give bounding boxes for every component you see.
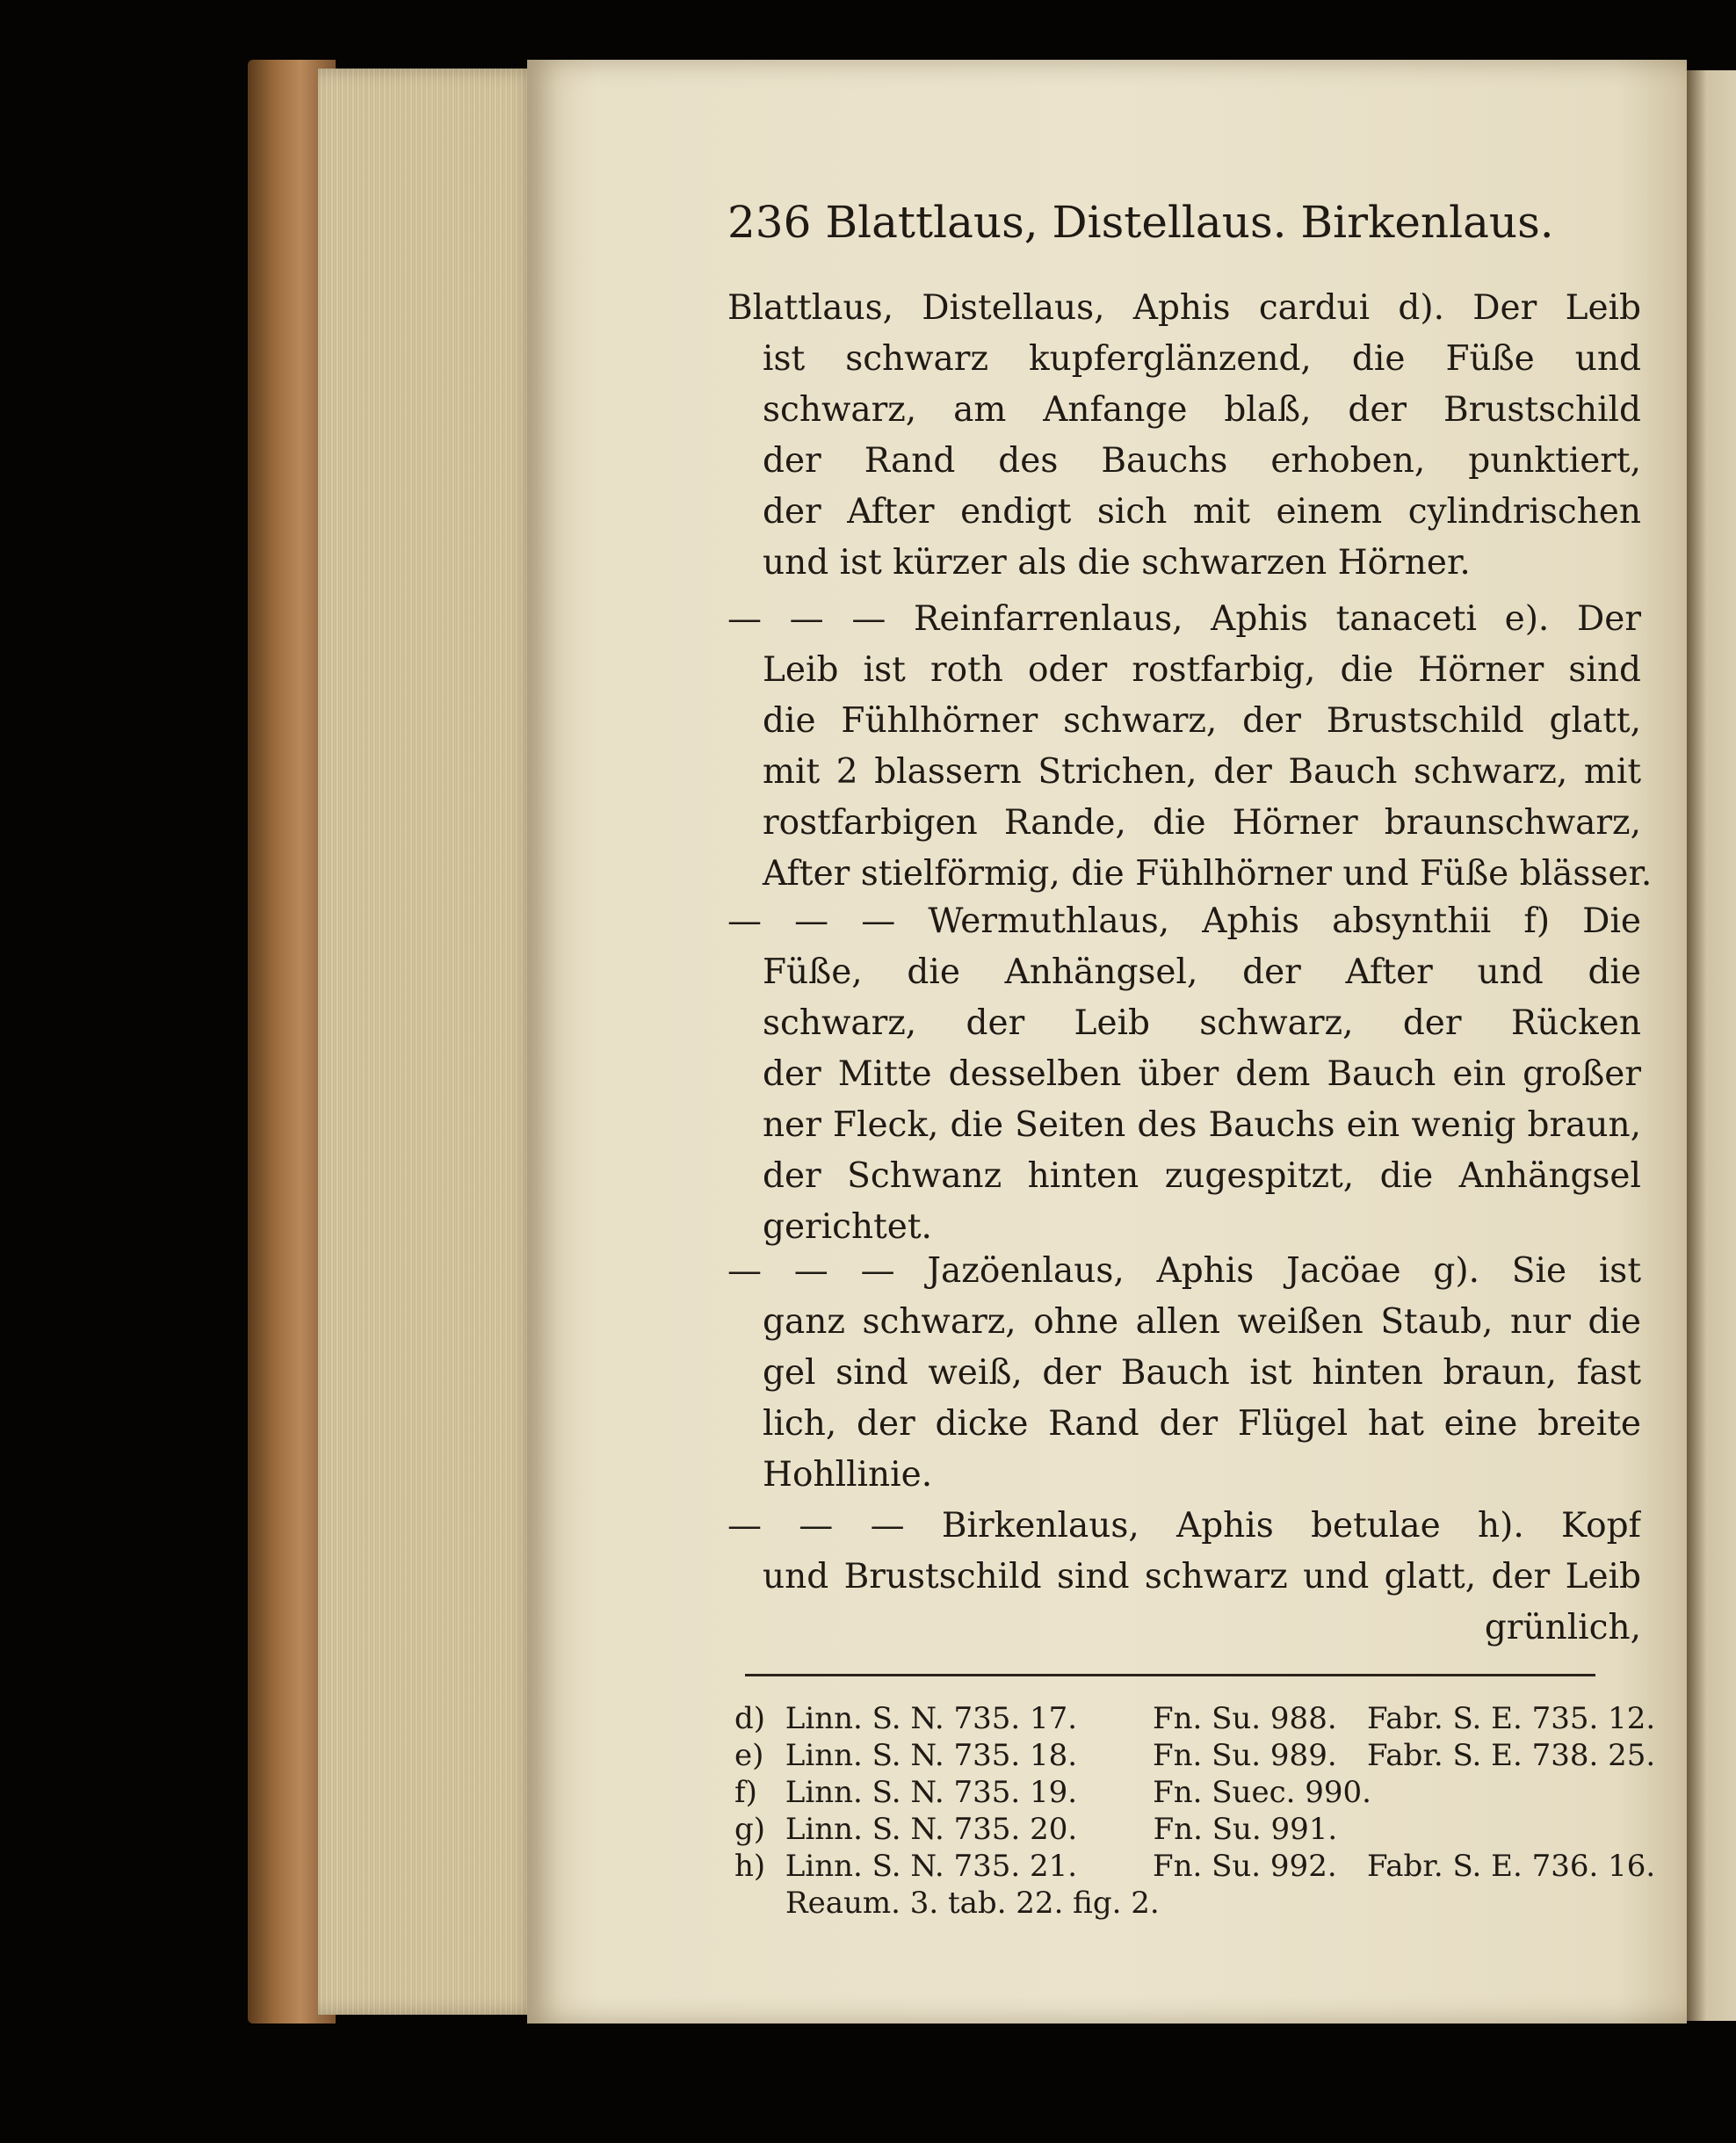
footnote-linnaeus: Linn. S. N. 735. 18. [785,1738,1078,1773]
footnote-key: h) [734,1849,766,1884]
footnote-fabricius: Fabr. S. E. 735. 12. [1367,1701,1656,1736]
entry-line: grünlich, [1484,1608,1641,1647]
entry-line: ganz schwarz, ohne allen weißen Staub, nur die [763,1302,1641,1342]
footnote-linnaeus: Linn. S. N. 735. 19. [785,1775,1078,1810]
page-number: 236 [727,197,812,248]
footnote-row [734,1737,1656,1774]
footnote-row [734,1700,1656,1737]
entry-line: After stielförmig, die Fühlhörner und Füße blässer. [763,854,1653,894]
entry-line: — — — Birkenlaus, Aphis betulae h). Kopf [727,1506,1641,1546]
entry-line: der Schwanz hinten zugespitzt, die Anhängsel [763,1156,1641,1196]
footnote-fabricius [1368,1774,1631,1811]
footnote-fabricius [1368,1811,1631,1848]
entry-line: rostfarbigen Rande, die Hörner braunschwarz, [763,803,1641,843]
entry-line: gerichtet. [763,1207,932,1247]
footnote-fabricius: Fabr. S. E. 736. 16. [1367,1849,1656,1884]
header-title: Blattlaus, Distellaus. Birkenlaus. [825,197,1554,248]
footnote-key: e) [734,1738,764,1773]
footnotes [734,1700,1656,1922]
entry-line: ner Fleck, die Seiten des Bauchs ein wenig braun, [763,1105,1641,1145]
entry-line: Leib ist roth oder rostfarbig, die Hörner sind [763,650,1641,690]
entry-line: lich, der dicke Rand der Flügel hat eine breite [763,1404,1641,1444]
entry-birkenlaus [727,1501,1641,1654]
page-block-edges [318,69,538,2015]
entry-line: gel sind weiß, der Bauch ist hinten braun, fast [763,1353,1641,1393]
entry-line: und ist kürzer als die schwarzen Hörner. [763,543,1471,583]
footnote-row [734,1848,1656,1885]
entry-line: der After endigt sich mit einem cylindrischen [763,492,1641,532]
entry-reinfarrenlaus [727,594,1653,900]
footnote-fauna: Fn. Suec. 990. [1153,1775,1371,1810]
footnote-row [734,1774,1631,1811]
entry-line: und Brustschild sind schwarz und glatt, der Leib [763,1557,1641,1596]
footnote-row [734,1811,1631,1848]
entry-line: die Fühlhörner schwarz, der Brustschild glatt, [763,701,1641,741]
footnote-rule [745,1674,1595,1676]
entry-line: — — — Jazöenlaus, Aphis Jacöae g). Sie ist [727,1251,1641,1291]
entry-wermuthlaus [727,896,1641,1253]
entry-distellaus [727,283,1641,589]
facing-page-edge [1687,70,1736,2021]
entry-line: schwarz, der Leib schwarz, der Rücken [763,1003,1641,1043]
footnote-fauna: Fn. Su. 989. [1153,1738,1337,1773]
footnote-fauna: Fn. Su. 991. [1153,1812,1338,1847]
running-header [727,192,1632,253]
entry-line: mit 2 blassern Strichen, der Bauch schwarz, mit [763,752,1641,792]
entry-line: Hohllinie. [763,1455,933,1495]
footnote-linnaeus: Linn. S. N. 735. 20. [785,1812,1078,1847]
footnote-fauna: Fn. Su. 988. [1153,1701,1337,1736]
entry-line: — — — Wermuthlaus, Aphis absynthii f) Die [727,901,1641,941]
entry-line: ist schwarz kupferglänzend, die Füße und [763,339,1641,379]
entry-line: schwarz, am Anfange blaß, der Brustschild [763,390,1641,430]
footnote-linnaeus: Linn. S. N. 735. 21. [785,1849,1078,1884]
entry-line: Füße, die Anhängsel, der After und die [763,952,1641,992]
entry-line: der Mitte desselben über dem Bauch ein großer [763,1054,1641,1094]
entry-jazoenlaus [727,1246,1641,1501]
entry-line: Blattlaus, Distellaus, Aphis cardui d). Der Leib [727,288,1641,328]
footnote-key: g) [734,1812,766,1847]
footnote-fabricius: Fabr. S. E. 738. 25. [1367,1738,1656,1773]
entry-line: — — — Reinfarrenlaus, Aphis tanaceti e). Der [727,599,1641,639]
footnote-continuation [734,1885,1631,1922]
footnote-key: d) [734,1701,766,1736]
footnote-fauna: Fn. Su. 992. [1153,1849,1337,1884]
footnote-linnaeus: Linn. S. N. 735. 17. [785,1701,1078,1736]
footnote-reaumur: Reaum. 3. tab. 22. fig. 2. [785,1886,1160,1921]
entry-line: der Rand des Bauchs erhoben, punktiert, [763,441,1641,481]
footnote-key: f) [734,1775,757,1810]
